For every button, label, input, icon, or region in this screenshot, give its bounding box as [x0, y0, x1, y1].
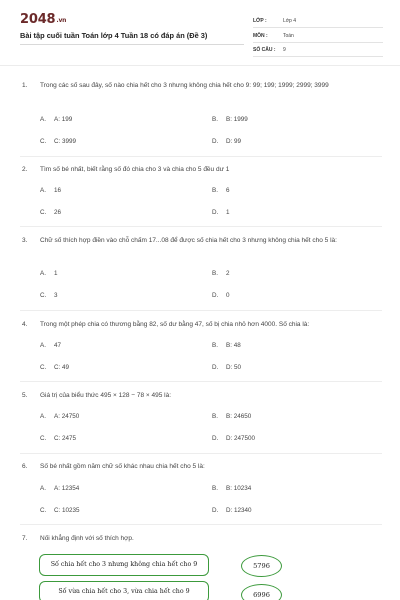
question-text: Giá trị của biểu thức 495 × 128 − 78 × 495 là:	[40, 392, 172, 399]
q4-option-d[interactable]: D. D: 50	[212, 364, 242, 371]
question-number: 2.	[22, 166, 28, 173]
page-title: Bài tập cuối tuần Toán lớp 4 Tuần 18 có đáp án (Đề 3)	[20, 31, 208, 40]
q3-option-a[interactable]: A. 1	[40, 270, 58, 277]
q6-option-a[interactable]: A. A: 12354	[40, 485, 80, 492]
page-header	[0, 0, 400, 64]
q2-option-c[interactable]: C. 26	[40, 209, 62, 216]
question-number: 6.	[22, 463, 28, 470]
question-text: Trong các số sau đây, số nào chia hết cho 3 nhưng không chia hết cho 9: 99; 199; 1999; 2999; 3999	[40, 82, 329, 89]
question-text: Số bé nhất gồm năm chữ số khác nhau chia hết cho 5 là:	[40, 463, 205, 470]
q3-option-d[interactable]: D. 0	[212, 292, 230, 299]
q6-option-d[interactable]: D. D: 12340	[212, 507, 252, 514]
question-number: 5.	[22, 392, 28, 399]
title-underline	[20, 44, 244, 45]
question-text: Tìm số bé nhất, biết rằng số đó chia cho 3 và chia cho 5 đều dư 1	[40, 166, 230, 173]
meta-count-key: SỐ CÂU :	[253, 47, 276, 53]
meta-grade-key: LỚP :	[253, 18, 267, 24]
q6-option-b[interactable]: B. B: 10234	[212, 485, 252, 492]
header-divider	[0, 65, 400, 66]
question-number: 7.	[22, 535, 28, 542]
q4-option-c[interactable]: C. C: 49	[40, 364, 70, 371]
question-divider	[20, 524, 382, 525]
meta-grade-value: Lớp 4	[283, 18, 297, 24]
logo-main: 2048	[20, 12, 56, 27]
q2-option-b[interactable]: B. 6	[212, 187, 230, 194]
question-divider	[20, 156, 382, 157]
match-statement-2[interactable]: Số vừa chia hết cho 3, vừa chia hết cho 9	[39, 581, 209, 600]
meta-subject	[253, 30, 383, 43]
meta-grade	[253, 15, 383, 28]
question-divider	[20, 226, 382, 227]
meta-subject-key: MÔN :	[253, 33, 268, 39]
q1-option-d[interactable]: D. D: 99	[212, 138, 242, 145]
q1-option-c[interactable]: C. C: 3999	[40, 138, 77, 145]
q4-option-a[interactable]: A. 47	[40, 342, 62, 349]
q5-option-c[interactable]: C. C: 2475	[40, 435, 77, 442]
question-text: Nối khẳng định với số thích hợp.	[40, 535, 134, 542]
question-text: Trong một phép chia có thương bằng 82, số dư bằng 47, số bị chia nhỏ hơn 4000. Số chia là:	[40, 321, 310, 328]
question-divider	[20, 453, 382, 454]
question-divider	[20, 381, 382, 382]
question-divider	[20, 310, 382, 311]
question-number: 1.	[22, 82, 28, 89]
logo-suffix: .vn	[56, 17, 67, 24]
q2-option-d[interactable]: D. 1	[212, 209, 230, 216]
q4-option-b[interactable]: B. B: 48	[212, 342, 241, 349]
q3-option-c[interactable]: C. 3	[40, 292, 58, 299]
q3-option-b[interactable]: B. 2	[212, 270, 230, 277]
meta-subject-value: Toán	[283, 33, 294, 39]
match-number-1[interactable]: 5796	[241, 555, 282, 577]
question-number: 4.	[22, 321, 28, 328]
match-statement-1[interactable]: Số chia hết cho 3 nhưng không chia hết cho 9	[39, 554, 209, 576]
q1-option-b[interactable]: B. B: 1999	[212, 116, 248, 123]
meta-count-value: 9	[283, 47, 286, 53]
match-number-2[interactable]: 6996	[241, 584, 282, 600]
q2-option-a[interactable]: A. 16	[40, 187, 62, 194]
q1-option-a[interactable]: A. A: 199	[40, 116, 73, 123]
question-text: Chữ số thích hợp điền vào chỗ chấm 17...08 để được số chia hết cho 3 nhưng không chia hết cho 5 là:	[40, 237, 337, 244]
q6-option-c[interactable]: C. C: 10235	[40, 507, 80, 514]
q5-option-a[interactable]: A. A: 24750	[40, 413, 80, 420]
q5-option-b[interactable]: B. B: 24650	[212, 413, 252, 420]
question-number: 3.	[22, 237, 28, 244]
meta-question-count	[253, 44, 383, 57]
q5-option-d[interactable]: D. D: 247500	[212, 435, 256, 442]
site-logo[interactable]	[20, 12, 66, 27]
